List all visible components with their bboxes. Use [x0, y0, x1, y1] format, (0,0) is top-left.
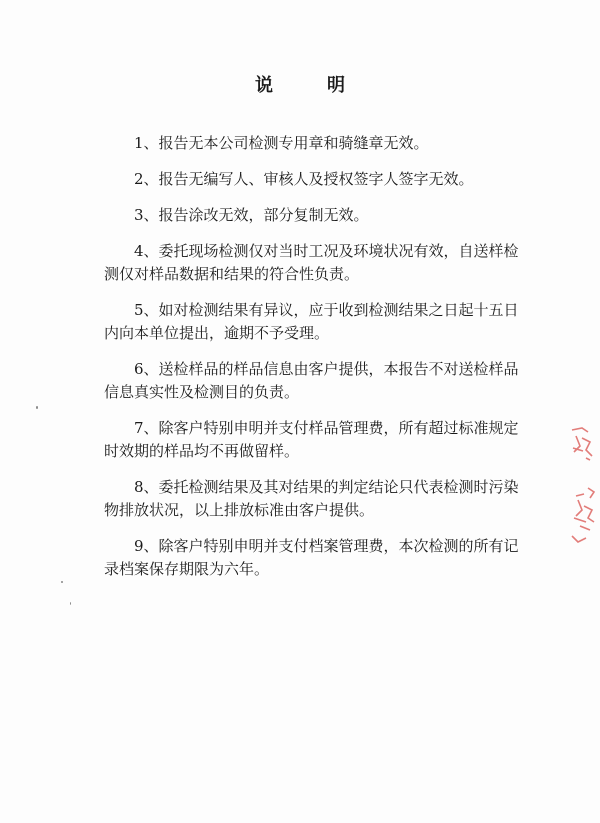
title-char-1: 说: [255, 75, 273, 96]
title-char-2: 明: [327, 75, 345, 96]
note-item-6: [104, 358, 524, 404]
note-line: 1、报告无本公司检测专用章和骑缝章无效。: [134, 134, 429, 152]
note-line: 7、除客户特别申明并支付样品管理费，所有超过标准规定: [134, 419, 519, 437]
note-line: 时效期的样品均不再做留样。: [104, 442, 300, 460]
scan-speck: [70, 602, 71, 605]
note-line: 9、除客户特别申明并支付档案管理费，本次检测的所有记: [134, 537, 519, 555]
note-item-3: [104, 204, 524, 227]
note-line: 物排放状况，以上排放标准由客户提供。: [104, 501, 375, 519]
note-line: 4、委托现场检测仅对当时工况及环境状况有效，自送样检: [134, 242, 519, 260]
note-item-1: [104, 132, 524, 155]
note-item-9: [104, 535, 524, 581]
note-line: 录档案保存期限为六年。: [104, 560, 270, 578]
scan-speck: [36, 406, 38, 409]
note-item-5: [104, 299, 524, 345]
page-title: [0, 71, 600, 97]
note-line: 测仅对样品数据和结果的符合性负责。: [104, 265, 360, 283]
note-item-8: [104, 476, 524, 522]
note-line: 8、委托检测结果及其对结果的判定结论只代表检测时污染: [134, 478, 519, 496]
paging-seal-stamp: [568, 418, 598, 568]
note-line: 2、报告无编写人、审核人及授权签字人签字无效。: [134, 170, 474, 188]
notes-list: [104, 132, 524, 594]
note-line: 内向本单位提出，逾期不予受理。: [104, 324, 330, 342]
note-line: 信息真实性及检测目的负责。: [104, 383, 300, 401]
note-item-7: [104, 417, 524, 463]
note-line: 3、报告涂改无效，部分复制无效。: [134, 206, 369, 224]
note-item-2: [104, 168, 524, 191]
note-line: 6、送检样品的样品信息由客户提供，本报告不对送检样品: [134, 360, 519, 378]
note-line: 5、如对检测结果有异议，应于收到检测结果之日起十五日: [134, 301, 519, 319]
note-item-4: [104, 240, 524, 286]
scan-speck: [61, 581, 63, 583]
